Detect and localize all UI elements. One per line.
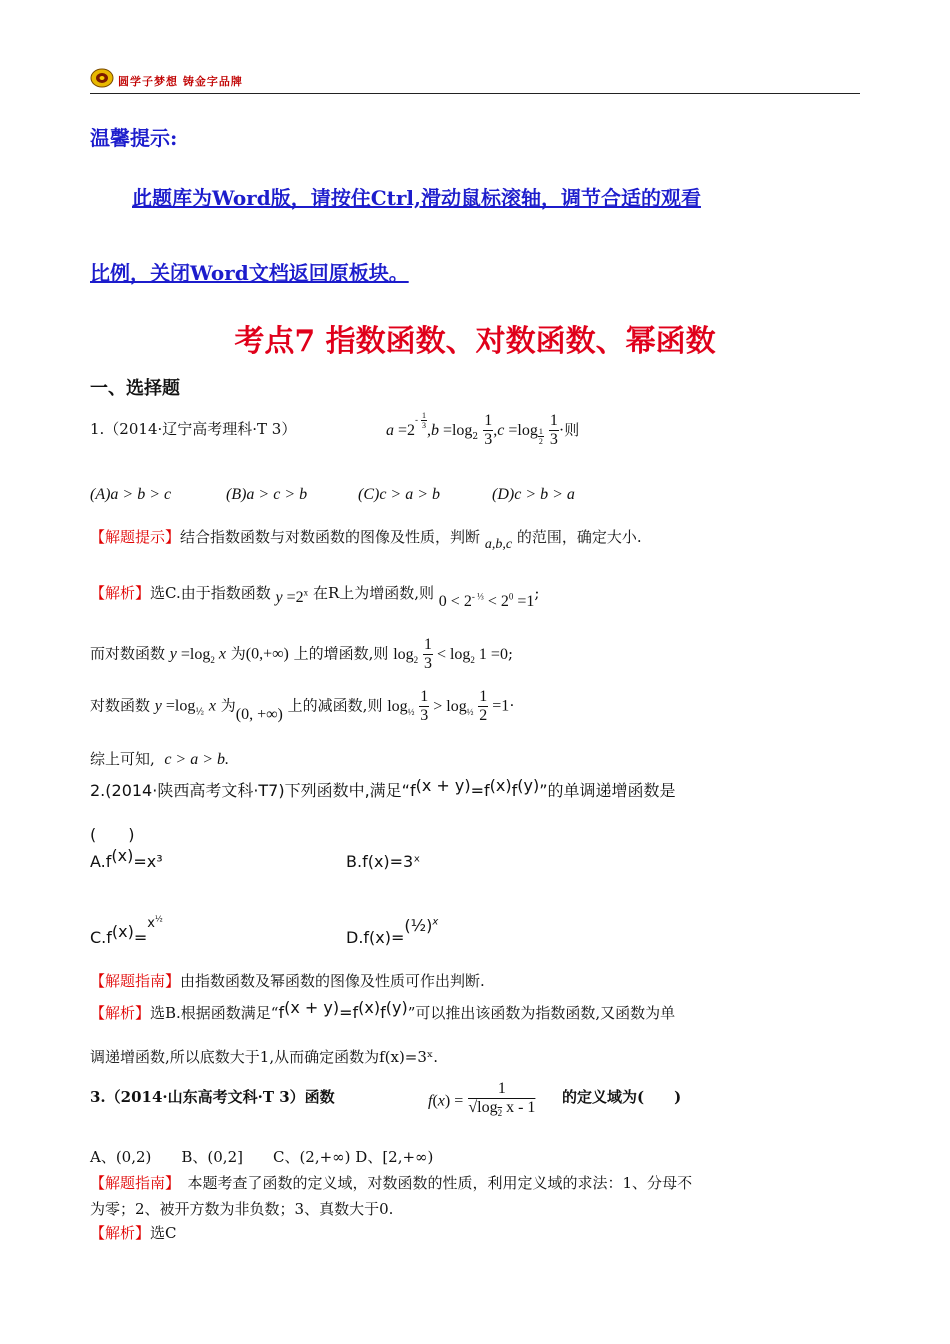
q2-hint: 【解题指南】由指数函数及幂函数的图像及性质可作出判断.: [90, 972, 485, 990]
tip-line-2: 比例，关闭Word文档返回原板块。: [90, 261, 409, 285]
q3-stem-end: 的定义域为( ): [562, 1088, 682, 1106]
tip-title: 温馨提示:: [90, 126, 178, 150]
q3-hint-line-2: 为零；2、被开方数为非负数；3、真数大于0.: [90, 1200, 394, 1218]
q1-option-b: (B)a > c > b: [226, 486, 308, 503]
q2-stem: 2.(2014·陕西高考文科·T7)下列函数中,满足“f(x + y)=f(x)f(y)”的单调递增函数是: [90, 776, 676, 800]
q3-hint: 【解题指南】 本题考查了函数的定义域，对数函数的性质，利用定义域的求法：1、分母不: [90, 1174, 693, 1192]
q1-hint: 【解题提示】结合指数函数与对数函数的图像及性质，判断 a,b,c 的范围，确定大小.: [90, 528, 642, 552]
q2-analysis-line-2: 调递增函数,所以底数大于1,从而确定函数为f(x)=3ˣ.: [90, 1048, 439, 1066]
q3-options: A、(0,2) B、(0,2] C、(2,+∞) D、[2,+∞): [90, 1148, 434, 1166]
q1-conclusion: 综上可知, c > a > b.: [90, 750, 230, 768]
tip-line-1: 此题库为Word版，请按住Ctrl,滑动鼠标滚轴，调节合适的观看: [132, 186, 701, 210]
q2-paren: ( ): [90, 825, 135, 844]
q3-stem: 3.（2014·山东高考文科·T 3）函数: [90, 1088, 335, 1106]
q2-option-b: B.f(x)=3ˣ: [346, 852, 421, 871]
q2-option-d: D.f(x)=(½)$^x$: [346, 916, 439, 947]
section-heading: 一、选择题: [90, 378, 180, 399]
q1-option-c: (C)c > a > b: [358, 486, 441, 503]
header-divider: [90, 93, 860, 94]
q1-analysis-line-1: 【解析】选C.由于指数函数 $y =2^x$ 在R上为增函数,则 $0 < 2^{- \frac{1}{3}} < 2^0 =1$;: [90, 584, 540, 610]
q1-analysis-line-2: 而对数函数 $y =\log_2$ x 为(0,+∞) 上的增函数,则 $\log_2$ $\frac{1}{3}$ < $\log_2 1 =0$;: [90, 636, 514, 672]
brand-slogan: 圆学子梦想 铸金字品牌: [118, 75, 243, 88]
q2-option-a: A.f(x)=x³: [90, 846, 163, 871]
q3-analysis: 【解析】选C: [90, 1224, 177, 1242]
q1-stem: 1.（2014·辽宁高考理科·T 3）: [90, 420, 297, 438]
q1-option-d: (D)c > b > a: [492, 486, 575, 503]
q2-option-c: C.f(x)=$^{x^{\frac{1}{2}}}$: [90, 914, 163, 947]
q1-option-a: (A)a > b > c: [90, 486, 172, 503]
page-title: 考点7 指数函数、对数函数、幂函数: [234, 324, 716, 359]
q3-formula: f(x) = $\frac{1}{√\log_2 x - 1}$: [428, 1080, 536, 1119]
brand-logo-icon: [90, 67, 114, 89]
q1-analysis-line-3: 对数函数 $y =\log_{\frac{1}{2}}$ x 为(0, +∞) 上的减函数,则 $\log_{\frac{1}{2}}$ $\frac{1}{3}$ > $\log_{\frac{1}{2}}$ $\frac{1}{2}$ =1·: [90, 688, 515, 724]
q2-analysis-line-1: 【解析】选B.根据函数满足“f(x + y)=f(x)f(y)”可以推出该函数为指数函数,又函数为单: [90, 998, 676, 1022]
q1-formula: $a =2^{- \frac{1}{3}}$ $,b =\log_2$ $\frac{1}{3}$ ,c =log $_{\frac{1}{2}}$ $\frac{1}{3}$ ·则: [386, 410, 580, 448]
